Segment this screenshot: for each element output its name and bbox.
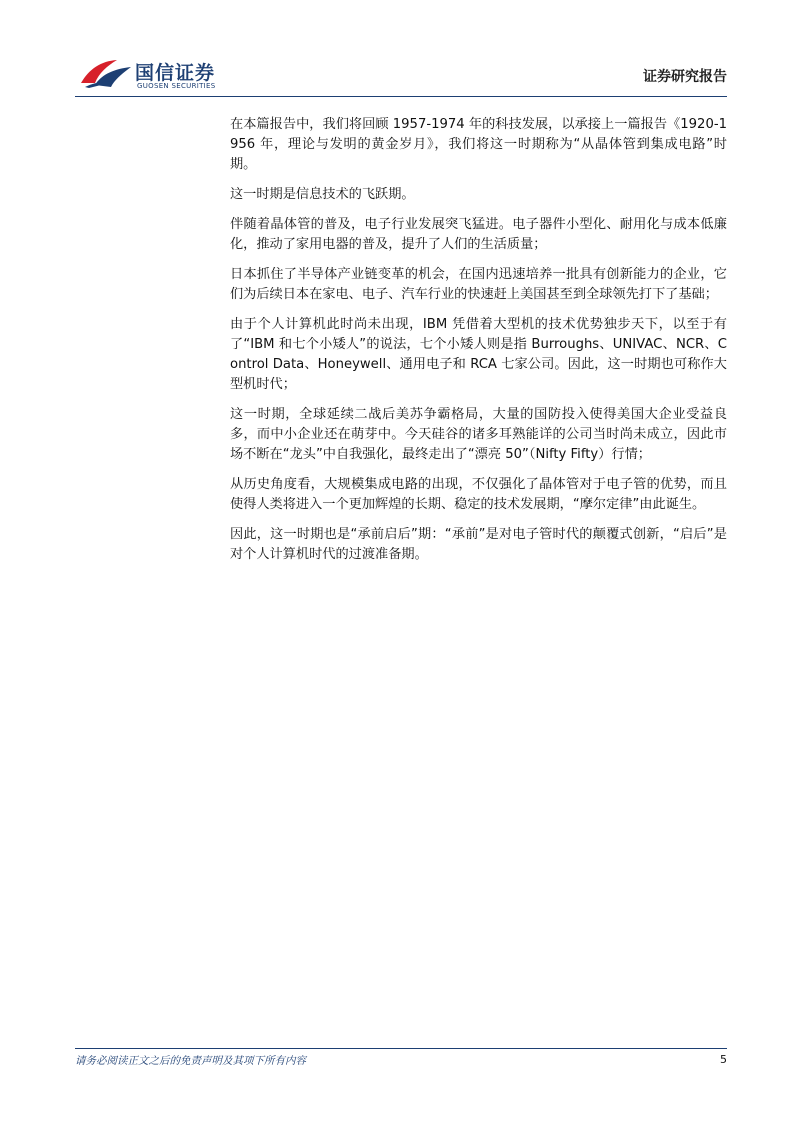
body-paragraph: 日本抓住了半导体产业链变革的机会，在国内迅速培养一批具有创新能力的企业，它们为后续日本在家电、电子、汽车行业的快速赶上美国甚至到全球领先打下了基础；: [230, 267, 727, 302]
logo-english-name: GUOSEN SECURITIES: [137, 82, 216, 90]
body-paragraph: 这一时期是信息技术的飞跃期。: [230, 187, 415, 202]
header-divider: [75, 96, 727, 97]
page-header: [75, 52, 727, 97]
guosen-logo-icon: [79, 57, 133, 89]
logo-chinese-name: 国信证券: [135, 62, 216, 84]
body-paragraph: 由于个人计算机此时尚未出现，IBM 凭借着大型机的技术优势独步天下，以至于有了“IBM 和七个小矮人”的说法，七个小矮人则是指 Burroughs、UNIVAC、NCR、Control Data、Honeywell、通用电子和 RCA 七家公司。因此，这一时期也可称作大型机时代；: [230, 317, 727, 392]
body-paragraph: 伴随着晶体管的普及，电子行业发展突飞猛进。电子器件小型化、耐用化与成本低廉化，推动了家用电器的普及，提升了人们的生活质量；: [230, 217, 727, 252]
report-body: [230, 115, 727, 575]
guosen-logo: [75, 52, 235, 97]
body-paragraph: 在本篇报告中，我们将回顾 1957-1974 年的科技发展，以承接上一篇报告《1920-1956 年，理论与发明的黄金岁月》，我们将这一时期称为“从晶体管到集成电路”时期。: [230, 117, 727, 172]
body-paragraph: 因此，这一时期也是“承前启后”期：“承前”是对电子管时代的颠覆式创新，“启后”是对个人计算机时代的过渡准备期。: [230, 527, 727, 562]
body-paragraph: 这一时期，全球延续二战后美苏争霸格局，大量的国防投入使得美国大企业受益良多，而中小企业还在萌芽中。今天硅谷的诸多耳熟能详的公司当时尚未成立，因此市场不断在“龙头”中自我强化，最终走出了“漂亮 50”（Nifty Fifty）行情；: [230, 407, 727, 462]
page-number: 5: [720, 1053, 727, 1066]
report-type-label: 证券研究报告: [643, 69, 727, 85]
footer-disclaimer: 请务必阅读正文之后的免责声明及其项下所有内容: [75, 1055, 306, 1067]
footer-divider: [75, 1048, 727, 1049]
body-paragraph: 从历史角度看，大规模集成电路的出现，不仅强化了晶体管对于电子管的优势，而且使得人类将进入一个更加辉煌的长期、稳定的技术发展期，“摩尔定律”由此诞生。: [230, 477, 727, 512]
